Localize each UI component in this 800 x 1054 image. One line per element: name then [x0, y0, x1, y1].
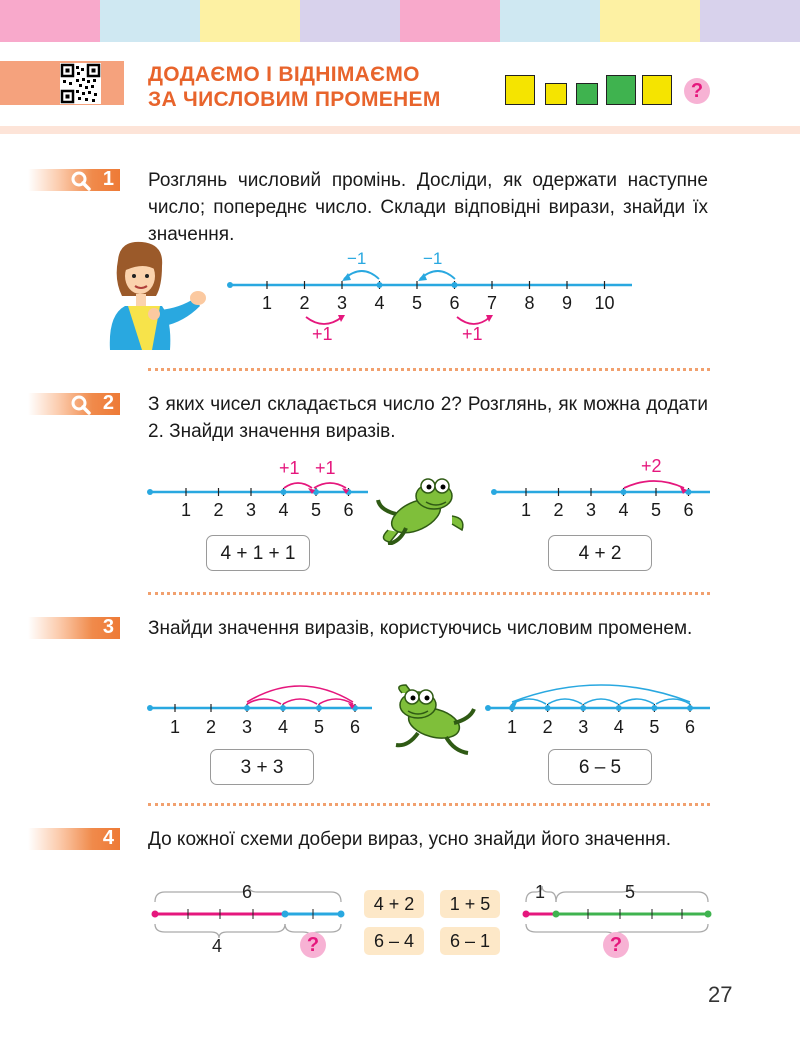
minus-one-label: −1: [423, 249, 443, 268]
ray-point: [616, 705, 622, 711]
scheme-total-label: 6: [242, 882, 253, 902]
expression-box: 3 + 3: [210, 749, 314, 785]
number-ray-3-left: [144, 672, 374, 744]
stripe: [300, 0, 400, 42]
task-number: 4: [102, 827, 114, 849]
task-badge: [28, 617, 120, 639]
section-divider: [148, 592, 710, 595]
ray-tick-label: 8: [524, 293, 535, 313]
question-mark-icon[interactable]: ?: [300, 932, 326, 958]
plus-two-label: +2: [641, 456, 662, 476]
ray-tick-label: 9: [561, 293, 573, 313]
ray-tick-label: 6: [684, 717, 696, 737]
scheme-part-label: 5: [625, 882, 636, 902]
frog-illustration: [376, 470, 468, 545]
difficulty-square: [642, 75, 672, 105]
stripe: [600, 0, 700, 42]
plus-one-label: +1: [279, 458, 300, 478]
ray-tick-label: 1: [169, 717, 181, 737]
task-text: З яких чисел складається число 2? Розглянь, як можна додати 2. Знайди значення виразів.: [148, 394, 708, 442]
ray-tick-label: 5: [649, 717, 660, 737]
task-number: 3: [102, 616, 114, 638]
ray-tick-label: 4: [277, 717, 289, 737]
expression-box: 6 – 5: [548, 749, 652, 785]
difficulty-square: [606, 75, 636, 105]
ray-tick-label: 6: [449, 293, 460, 313]
ray-tick-label: 3: [245, 500, 257, 520]
ray-point: [621, 489, 627, 495]
page-title: [148, 62, 441, 112]
ray-point: [244, 705, 250, 711]
ray-tick-label: 4: [613, 717, 624, 737]
expression-box: 4 + 2: [548, 535, 652, 571]
ray-point: [580, 705, 586, 711]
ray-tick-label: 5: [313, 717, 325, 737]
difficulty-square: [505, 75, 535, 105]
ray-tick-label: 6: [343, 500, 354, 520]
girl-illustration: [100, 240, 210, 352]
expression-chip[interactable]: 1 + 5: [440, 890, 500, 918]
ray-tick-label: 5: [650, 500, 662, 520]
section-divider: [148, 803, 710, 806]
ray-point: [281, 489, 287, 495]
ray-tick-label: 3: [578, 717, 589, 737]
expression-box: 4 + 1 + 1: [206, 535, 310, 571]
task-text: Розглянь числовий промінь. Досліди, як одержати наступне число; попереднє число. Склади відповідні вирази, знайди їх значення.: [148, 170, 708, 245]
ray-tick-label: 5: [411, 293, 423, 313]
ray-tick-label: 4: [374, 293, 385, 313]
ray-tick-label: 3: [336, 293, 348, 313]
ray-tick-label: 2: [213, 500, 224, 520]
scheme-part-label: 1: [535, 882, 546, 902]
task-text: Знайди значення виразів, користуючись числовим променем.: [148, 618, 693, 639]
stripe: [200, 0, 300, 42]
ray-point: [687, 705, 693, 711]
stripe: [100, 0, 200, 42]
ray-tick-label: 2: [299, 293, 310, 313]
task-badge: [28, 169, 120, 191]
difficulty-square: [545, 83, 567, 105]
qr-code-icon[interactable]: [60, 63, 101, 104]
ray-point: [651, 705, 657, 711]
ray-tick-label: 2: [553, 500, 564, 520]
number-ray-1: [222, 245, 642, 345]
ray-point: [377, 282, 383, 288]
ray-tick-label: 5: [310, 500, 322, 520]
plus-one-label: +1: [312, 324, 333, 344]
stripe: [500, 0, 600, 42]
magnifier-icon: [70, 395, 92, 415]
number-ray-2-left: [144, 450, 369, 525]
stripe: [700, 0, 800, 42]
ray-point: [316, 705, 322, 711]
ray-tick-label: 6: [683, 500, 694, 520]
ray-tick-label: 1: [261, 293, 273, 313]
ray-tick-label: 6: [349, 717, 361, 737]
plus-one-label: +1: [315, 458, 336, 478]
question-mark-icon[interactable]: ?: [603, 932, 629, 958]
ray-tick-label: 1: [506, 717, 518, 737]
ray-point: [452, 282, 458, 288]
ray-tick-label: 7: [486, 293, 498, 313]
task-text: До кожної схеми добери вираз, усно знайди його значення.: [148, 829, 672, 850]
frog-illustration: [388, 683, 478, 758]
ray-tick-label: 10: [594, 293, 615, 313]
expression-chip[interactable]: 6 – 4: [364, 927, 424, 955]
task-number: 2: [102, 392, 114, 414]
ray-point: [280, 705, 286, 711]
ray-tick-label: 1: [180, 500, 192, 520]
task-number: 1: [102, 168, 114, 190]
expression-chip[interactable]: 6 – 1: [440, 927, 500, 955]
task-badge: [28, 828, 120, 850]
page-title-line2: ЗА ЧИСЛОВИМ ПРОМЕНЕМ: [148, 88, 441, 111]
plus-one-label: +1: [462, 324, 483, 344]
header-divider: [0, 126, 800, 134]
section-divider: [148, 368, 710, 371]
ray-tick-label: 2: [205, 717, 217, 737]
ray-tick-label: 3: [585, 500, 597, 520]
question-mark-icon[interactable]: ?: [684, 78, 710, 104]
number-ray-3-right: [482, 672, 712, 744]
stripe: [400, 0, 500, 42]
ray-tick-label: 2: [542, 717, 553, 737]
minus-one-label: −1: [347, 249, 367, 268]
task-badge: [28, 393, 120, 415]
stripe: [0, 0, 100, 42]
page-title-line1: ДОДАЄМО І ВІДНІМАЄМО: [148, 63, 420, 86]
page-number: 27: [708, 982, 733, 1007]
ray-tick-label: 1: [520, 500, 532, 520]
number-ray-2-right: [488, 450, 713, 525]
difficulty-square: [576, 83, 598, 105]
magnifier-icon: [70, 171, 92, 191]
scheme-part-label: 4: [212, 936, 223, 956]
ray-point: [545, 705, 551, 711]
ray-tick-label: 3: [241, 717, 253, 737]
expression-chip[interactable]: 4 + 2: [364, 890, 424, 918]
ray-tick-label: 4: [618, 500, 629, 520]
ray-tick-label: 4: [278, 500, 289, 520]
